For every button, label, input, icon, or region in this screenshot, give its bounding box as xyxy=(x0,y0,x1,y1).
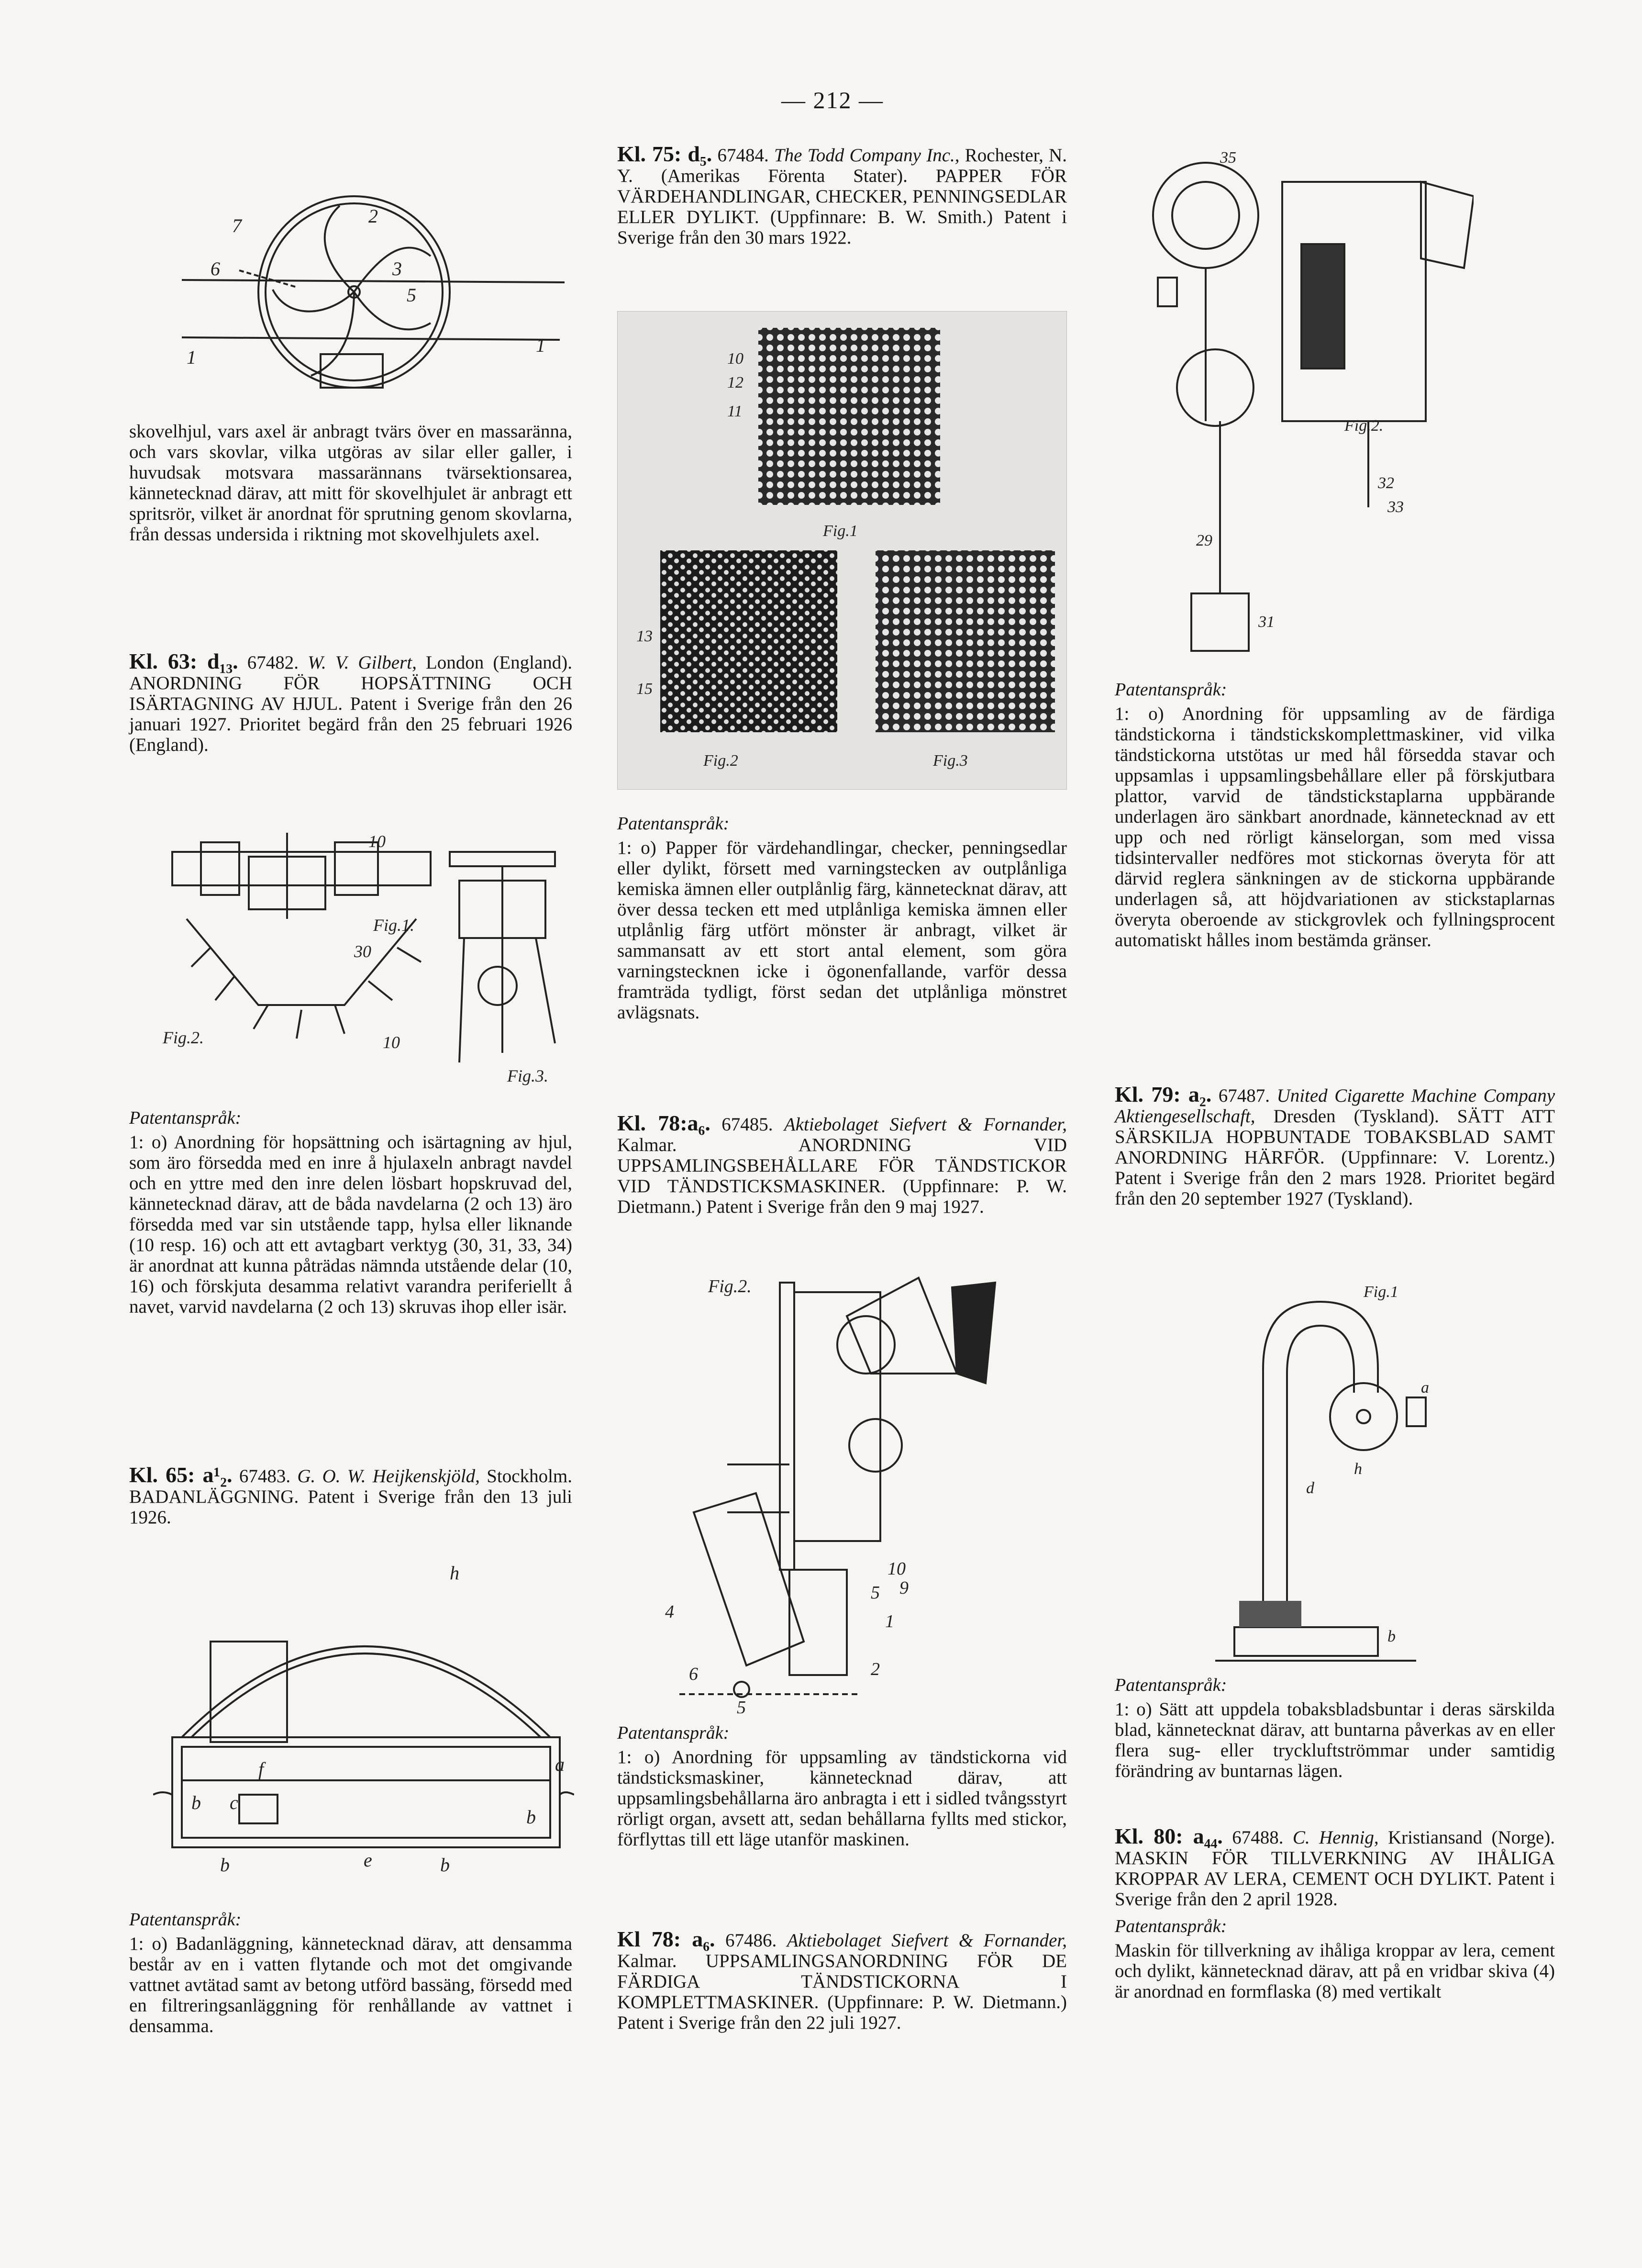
wheel-label-3: 3 xyxy=(392,258,402,279)
bath-label-b4: b xyxy=(526,1806,536,1828)
col1-intro-text: skovelhjul, vars axel är anbragt tvärs över en massaränna, och vars skovlar, vilka utgöras av silar eller galler, i huvudsak motsvara massarännans tvärsektionsarea, kännetecknad därav, att mitt för skovelhjulet är anbragt ett spritsrör, vilket är anordnat för sprutning genom skovlarna, från dessas undersida i riktning mot skovelhjulets axel. xyxy=(129,421,572,545)
match2-label-31: 31 xyxy=(1258,613,1275,631)
figure-match-collector-1 xyxy=(651,1263,1043,1713)
tobacco-label-fig1: Fig.1 xyxy=(1364,1283,1398,1301)
figure-wheel-hub xyxy=(144,823,584,1091)
wheel-label-6: 6 xyxy=(211,258,220,279)
paper-label-13: 13 xyxy=(636,627,653,645)
patent-entry-67485 xyxy=(617,1113,1067,1217)
patent-entry-67482 xyxy=(129,651,572,755)
entry-number: 67486. xyxy=(725,1930,777,1951)
patent-entry-67486 xyxy=(617,1929,1067,2033)
entry-text: Kalmar. UPPSAMLINGSANORDNING FÖR DE FÄRDIGA TÄNDSTICKORNA I KOMPLETTMASKINER. (Uppfinnare: P. W. Dietmann.) Patent i Sverige från den 22 juli 1927. xyxy=(617,1951,1067,2033)
entry-class: Kl. 75: d₅. xyxy=(617,142,712,166)
patent-claims-67485 xyxy=(617,1723,1067,1850)
entry-applicant: Aktiebolaget Siefvert & Fornander, xyxy=(787,1930,1067,1951)
match1-label-fig2: Fig.2. xyxy=(708,1276,752,1296)
patent-entry-67487 xyxy=(1115,1084,1555,1209)
claims-text: 1: o) Anordning för hopsättning och isärtagning av hjul, som äro försedda med en inre å hjulaxeln anbragt navdel och en yttre med den inre delen lösbart hopskruvad del, kännetecknad därav, att de båda navdelarna (2 och 13) äro försedda med var sin utstående tapp, hylsa eller liknande (10 resp. 16) och att ett avtagbart verktyg (30, 31, 33, 34) är anordnat att kunna påträdas nämnda utstående delar (10, 16) och förskjuta desamma relativt varandra periferiellt å navet, varvid navdelarna (2 och 13) skruvas ihop eller isär. xyxy=(129,1132,572,1317)
entry-applicant: United Cigarette Machine Company Aktiengesellschaft, xyxy=(1115,1085,1555,1127)
entry-number: 67484. xyxy=(717,145,769,166)
entry-number: 67488. xyxy=(1232,1827,1284,1848)
bath-label-a: a xyxy=(555,1754,565,1775)
entry-class: Kl. 78:a₆. xyxy=(617,1111,710,1135)
match2-label-29: 29 xyxy=(1196,532,1212,549)
claims-text: 1: o) Anordning för uppsamling av de färdiga tändstickorna i tändstickskomplettmaskiner, vid vilka tändstickorna utstötas ur med hål försedda stavar och uppsamlas i uppsamlingsbehållare eller på förskjutbara plattor, varvid de tändstickstaplarna uppbärande underlagen äro sänkbart anordnade, kännetecknad av ett upp och ned rörligt känselorgan, som med vissa tidsintervaller nedföres mot stickornas överyta för att därvid reglera sänkningen av de stickorna uppbärande underlagen så, att höjdvariationen av stickstaplarnas överyta oberoende av stickgrovlek och fyllningsprocent automatiskt hålles inom bestämda gränser. xyxy=(1115,704,1555,950)
paper-label-11: 11 xyxy=(727,402,743,420)
entry-text: Rochester, N. Y. (Amerikas Förenta Stater). PAPPER FÖR VÄRDEHANDLINGAR, CHECKER, PENNINGSEDLAR ELLER DYLIKT. (Uppfinnare: B. W. Smith.) Patent i Sverige från den 30 mars 1922. xyxy=(617,145,1067,248)
entry-class: Kl 78: a₆. xyxy=(617,1927,715,1951)
wheel-label-1a: 1 xyxy=(187,346,196,368)
entry-number: 67483. xyxy=(239,1466,291,1486)
figure-match-collector-2 xyxy=(1129,144,1474,660)
match2-label-fig2: Fig.2. xyxy=(1344,417,1384,435)
claims-heading: Patentanspråk: xyxy=(1115,1916,1227,1936)
figure-security-paper xyxy=(617,311,1067,790)
hub-label-fig1: Fig.1. xyxy=(373,916,414,935)
claims-text: Maskin för tillverkning av ihåliga kroppar av lera, cement och dylikt, kännetecknad därav, att på en vridbar skiva (4) är anordnad en formflaska (8) med vertikalt xyxy=(1115,1940,1555,2002)
tobacco-label-d: d xyxy=(1306,1479,1314,1497)
paper-label-10: 10 xyxy=(727,350,743,368)
match1-label-10: 10 xyxy=(888,1559,906,1579)
patent-claims-67487 xyxy=(1115,1675,1555,1781)
wheel-label-7: 7 xyxy=(232,215,242,236)
figure-paddle-wheel xyxy=(182,184,565,414)
patent-claims-67484 xyxy=(617,814,1067,1023)
patent-entry-67484 xyxy=(617,144,1067,248)
paper-label-fig2: Fig.2 xyxy=(703,752,738,770)
entry-applicant: The Todd Company Inc., xyxy=(774,145,960,166)
entry-text: Stockholm. BADANLÄGGNING. Patent i Sverige från den 13 juli 1926. xyxy=(129,1466,572,1528)
bath-label-f: f xyxy=(258,1758,264,1780)
claims-heading: Patentanspråk: xyxy=(129,1910,242,1930)
tobacco-label-a: a xyxy=(1421,1379,1429,1397)
claims-text: 1: o) Papper för värdehandlingar, checker, penningsedlar eller dylikt, försett med varningstecken av outplånliga kemiska ämnen eller outplånlig färg, kännetecknat därav, att över dessa tecken ett med utplånliga kemiska ämnen eller utplånlig färg utfört mönster är anbragt, vilket är sammansatt av ett stort antal element, som göra varningstecknen icke i ögonenfallande, varför dessa framträda tydligt, först sedan det utplånliga mönstret avlägsnats. xyxy=(617,838,1067,1023)
match2-label-33: 33 xyxy=(1387,498,1404,516)
tobacco-label-h: h xyxy=(1354,1460,1362,1478)
entry-class: Kl. 79: a₂. xyxy=(1115,1082,1212,1106)
hub-label-10a: 10 xyxy=(368,832,386,851)
entry-class: Kl. 80: a₄₄. xyxy=(1115,1824,1223,1848)
paper-label-12: 12 xyxy=(727,374,743,391)
entry-text: Kristiansand (Norge). MASKIN FÖR TILLVERKNING AV IHÅLIGA KROPPAR AV LERA, CEMENT OCH DYLIKT. Patent i Sverige från den 2 april 1928. xyxy=(1115,1827,1555,1910)
entry-number: 67482. xyxy=(247,652,299,673)
match1-label-6: 6 xyxy=(689,1664,698,1684)
bath-label-h: h xyxy=(450,1565,459,1584)
match1-label-1: 1 xyxy=(885,1611,894,1631)
match2-label-35: 35 xyxy=(1220,149,1236,167)
match1-label-5: 5 xyxy=(871,1583,880,1603)
match1-label-2: 2 xyxy=(871,1659,880,1679)
entry-text: London (England). ANORDNING FÖR HOPSÄTTNING OCH ISÄRTAGNING AV HJUL. Patent i Sverige från den 26 januari 1927. Prioritet begärd från den 25 februari 1926 (England). xyxy=(129,652,573,755)
wheel-label-2: 2 xyxy=(368,205,378,227)
entry-class: Kl. 65: a¹₂. xyxy=(129,1463,233,1487)
claims-text: 1: o) Badanläggning, kännetecknad därav, att densamma består av en i vatten flytande och mot det omgivande vattnet avtätad samt av betong utförd bassäng, försedd med en filtreringsanläggning för renhållande av vattnet i densamma. xyxy=(129,1933,572,2036)
hub-label-fig2: Fig.2. xyxy=(163,1028,204,1047)
figure-floating-bath xyxy=(153,1565,574,1890)
claims-heading: Patentanspråk: xyxy=(617,1723,730,1743)
tobacco-label-b: b xyxy=(1387,1628,1396,1645)
match1-label-5b: 5 xyxy=(737,1698,746,1713)
bath-label-b3: b xyxy=(440,1854,450,1876)
claims-text: 1: o) Anordning för uppsamling av tändstickorna vid tändsticksmaskiner, kännetecknad därav, att uppsamlingsbehållarna äro anbragta i ett i sidled tvångsstyrt rörligt organ, avsett att, sedan behållarna fyllts med stickor, förflyttas till ett läge utanför maskinen. xyxy=(617,1747,1067,1850)
figure-tobacco-separator xyxy=(1206,1283,1464,1675)
entry-text: Dresden (Tyskland). SÄTT ATT SÄRSKILJA HOPBUNTADE TOBAKSBLAD SAMT ANORDNING HÄRFÖR. (Uppfinnare: V. Lorentz.) Patent i Sverige från den 2 mars 1928. Prioritet begärd från den 20 september 1927 (Tyskland). xyxy=(1115,1106,1555,1209)
patent-entry-67483 xyxy=(129,1464,572,1528)
patent-entry-67488 xyxy=(1115,1826,1555,2002)
entry-applicant: Aktiebolaget Siefvert & Fornander, xyxy=(784,1114,1067,1135)
entry-class: Kl. 63: d₁₃. xyxy=(129,649,238,673)
claims-text: 1: o) Sätt att uppdela tobaksbladsbuntar i deras särskilda blad, kännetecknat därav, att buntarna påverkas av en eller flera sug- eller tryckluftströmmar under samtidig förändring av buntarnas lägen. xyxy=(1115,1699,1555,1781)
claims-heading: Patentanspråk: xyxy=(129,1108,242,1128)
entry-applicant: G. O. W. Heijkenskjöld, xyxy=(297,1466,480,1486)
match1-label-9: 9 xyxy=(899,1578,909,1598)
page-number: — 212 — xyxy=(781,87,884,113)
patent-claims-67486 xyxy=(1115,680,1555,950)
paper-label-fig1: Fig.1 xyxy=(823,522,858,540)
match1-label-4: 4 xyxy=(665,1602,674,1622)
claims-heading: Patentanspråk: xyxy=(1115,680,1227,700)
claims-heading: Patentanspråk: xyxy=(1115,1675,1227,1695)
bath-label-b2: b xyxy=(220,1854,230,1876)
entry-applicant: W. V. Gilbert, xyxy=(308,652,417,673)
hub-label-30: 30 xyxy=(354,942,371,961)
bath-label-c: c xyxy=(230,1792,238,1813)
entry-number: 67487. xyxy=(1218,1085,1270,1106)
entry-number: 67485. xyxy=(721,1114,773,1135)
hub-label-10b: 10 xyxy=(383,1033,400,1052)
match2-label-32: 32 xyxy=(1378,474,1394,492)
wheel-label-1b: 1 xyxy=(536,335,545,356)
wheel-label-5: 5 xyxy=(407,284,416,306)
bath-label-b1: b xyxy=(191,1792,201,1813)
entry-applicant: C. Hennig, xyxy=(1292,1827,1379,1848)
paper-label-15: 15 xyxy=(636,680,653,698)
entry-text: Kalmar. ANORDNING VID UPPSAMLINGSBEHÅLLARE FÖR TÄNDSTICKOR VID TÄNDSTICKSMASKINER. (Uppfinnare: P. W. Dietmann.) Patent i Sverige från den 9 maj 1927. xyxy=(617,1135,1067,1217)
hub-label-fig3: Fig.3. xyxy=(507,1066,548,1085)
patent-claims-67482 xyxy=(129,1108,572,1317)
patent-claims-67483 xyxy=(129,1910,572,2036)
paper-label-fig3: Fig.3 xyxy=(933,752,968,770)
claims-heading: Patentanspråk: xyxy=(617,814,730,834)
bath-label-e: e xyxy=(364,1849,372,1871)
